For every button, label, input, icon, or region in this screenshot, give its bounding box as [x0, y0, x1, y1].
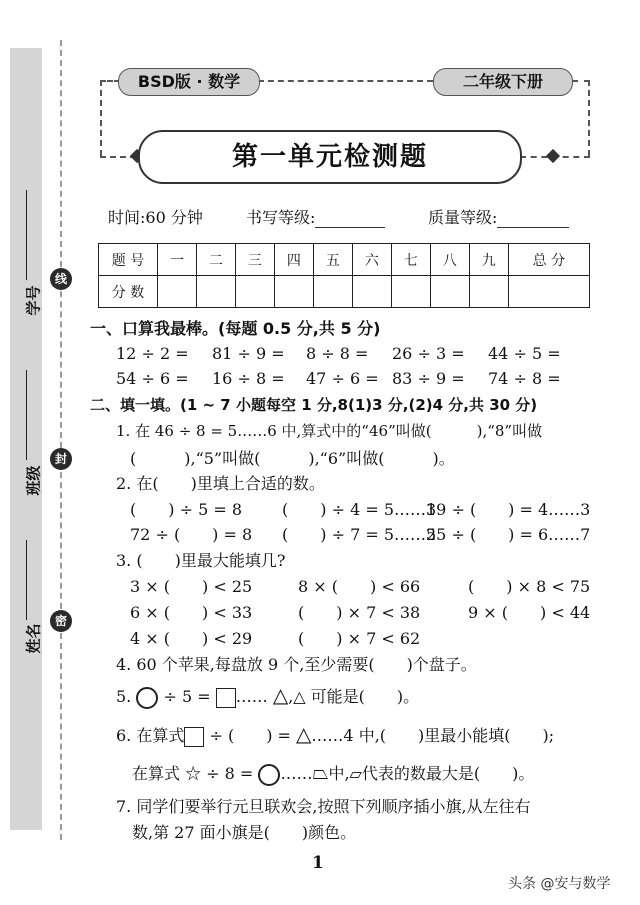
q3-item: ( ) × 7 < 38	[298, 603, 421, 622]
calc-item: 16 ÷ 8 =	[212, 369, 285, 388]
q5-prefix: 5.	[116, 687, 132, 706]
diamond-right-icon	[546, 149, 560, 163]
q1-line2: ( ),“5”叫做( ),“6”叫做( )。	[130, 449, 455, 468]
score-table	[98, 243, 590, 308]
trapezoid-icon: ⏢	[312, 760, 329, 784]
q2-item: 72 ÷ ( ) = 8	[130, 525, 253, 544]
binding-dash-line	[60, 40, 62, 840]
q7-line2: 数,第 27 面小旗是( )颜色。	[132, 823, 357, 842]
calc-item: 83 ÷ 9 =	[392, 369, 465, 388]
q5-dots: ……	[235, 687, 268, 706]
table-score-row	[99, 276, 590, 308]
table-cell: 九	[469, 244, 508, 276]
q3-item: 9 × ( ) < 44	[468, 603, 591, 622]
table-cell: 一	[158, 244, 197, 276]
watermark: 头条 @安与数学	[508, 876, 611, 892]
quality-grade-label: 质量等级:	[428, 208, 498, 227]
seal-line-marker: 线	[50, 268, 72, 290]
seal-seal-marker: 封	[50, 448, 72, 470]
q3-item: 3 × ( ) < 25	[130, 577, 253, 596]
calc-item: 8 ÷ 8 =	[306, 344, 369, 363]
square-icon	[216, 688, 236, 708]
writing-grade-label: 书写等级:	[246, 208, 316, 227]
score-input-cell[interactable]	[469, 276, 508, 308]
q6b-end: 中,▱代表的数最大是( )。	[328, 764, 535, 783]
section2-heading: 二、填一填。(1 ~ 7 小题每空 1 分,8(1)3 分,(2)4 分,共 30 分)	[90, 396, 538, 414]
q6b-mid: ……	[280, 764, 313, 783]
class-line	[26, 370, 27, 460]
calc-item: 26 ÷ 3 =	[392, 344, 465, 363]
q3-heading: 3. ( )里最大能填几?	[116, 551, 286, 570]
q1-line1: 1. 在 46 ÷ 8 = 5……6 中,算式中的“46”叫做( ),“8”叫做	[116, 422, 543, 440]
frame-top-middle	[258, 80, 433, 82]
q2-heading: 2. 在( )里填上合适的数。	[116, 474, 325, 493]
q4-text: 4. 60 个苹果,每盘放 9 个,至少需要( )个盘子。	[116, 655, 477, 674]
q3-item: 8 × ( ) < 66	[298, 577, 421, 596]
table-cell: 二	[196, 244, 235, 276]
q2-item: 19 ÷ ( ) = 4……3	[426, 500, 591, 519]
score-input-cell[interactable]	[313, 276, 352, 308]
calc-item: 81 ÷ 9 =	[212, 344, 285, 363]
grade-badge: 二年级下册	[433, 68, 573, 96]
q3-item: 4 × ( ) < 29	[130, 629, 253, 648]
table-cell: 四	[274, 244, 313, 276]
calc-item: 44 ÷ 5 =	[488, 344, 561, 363]
writing-grade-blank[interactable]	[315, 213, 385, 228]
square-icon	[184, 727, 204, 747]
triangle-icon: △	[296, 722, 312, 746]
q5-line	[116, 683, 419, 709]
student-id-label: 学号	[24, 285, 43, 316]
student-id-line	[26, 190, 27, 280]
q5-mid: ÷ 5 =	[163, 687, 211, 706]
score-input-cell[interactable]	[430, 276, 469, 308]
q2-item: 55 ÷ ( ) = 6……7	[426, 525, 591, 544]
q6-line2	[132, 760, 534, 786]
table-cell: 七	[391, 244, 430, 276]
table-cell: 分 数	[99, 276, 158, 308]
score-input-cell[interactable]	[274, 276, 313, 308]
section1-heading: 一、口算我最棒。(每题 0.5 分,共 5 分)	[90, 319, 381, 338]
frame-right	[588, 80, 590, 156]
q6b-prefix: 在算式 ☆ ÷ 8 =	[132, 764, 254, 783]
q5-end: ,△ 可能是( )。	[288, 687, 420, 706]
name-label: 姓名	[24, 623, 43, 654]
score-input-cell[interactable]	[391, 276, 430, 308]
class-label: 班级	[24, 465, 43, 496]
quality-grade-blank[interactable]	[497, 213, 569, 228]
table-cell: 八	[430, 244, 469, 276]
score-input-cell[interactable]	[508, 276, 589, 308]
table-cell: 总 分	[508, 244, 589, 276]
calc-item: 47 ÷ 6 =	[306, 369, 379, 388]
q3-item: ( ) × 7 < 62	[298, 629, 421, 648]
q2-item: ( ) ÷ 7 = 5……2	[282, 525, 437, 544]
score-input-cell[interactable]	[352, 276, 391, 308]
score-input-cell[interactable]	[235, 276, 274, 308]
time-label: 时间:60 分钟	[108, 208, 203, 227]
q3-item: ( ) × 8 < 75	[468, 577, 591, 596]
calc-item: 12 ÷ 2 =	[116, 344, 189, 363]
q7-line1: 7. 同学们要举行元旦联欢会,按照下列顺序插小旗,从左往右	[116, 797, 531, 816]
table-cell: 五	[313, 244, 352, 276]
q2-item: ( ) ÷ 5 = 8	[130, 500, 243, 519]
q6-prefix: 6. 在算式	[116, 726, 185, 745]
seal-secret-marker: 密	[50, 610, 72, 632]
circle-icon	[258, 764, 280, 786]
calc-item: 74 ÷ 8 =	[488, 369, 561, 388]
circle-icon	[136, 687, 158, 709]
name-line	[26, 540, 27, 620]
table-cell: 题 号	[99, 244, 158, 276]
edition-badge: BSD版 · 数学	[118, 68, 260, 96]
frame-top-left	[100, 80, 120, 82]
triangle-icon: △	[272, 683, 289, 707]
frame-left	[100, 80, 102, 156]
writing-grade	[246, 205, 385, 228]
table-cell: 三	[235, 244, 274, 276]
calc-item: 54 ÷ 6 =	[116, 369, 189, 388]
quality-grade	[428, 205, 569, 228]
q6-line1	[116, 722, 554, 747]
table-header-row	[99, 244, 590, 276]
q6-mid: ÷ ( ) =	[209, 726, 291, 745]
score-input-cell[interactable]	[158, 276, 197, 308]
page-title: 第一单元检测题	[138, 130, 522, 184]
score-input-cell[interactable]	[196, 276, 235, 308]
q3-item: 6 × ( ) < 33	[130, 603, 253, 622]
table-cell: 六	[352, 244, 391, 276]
q6-end: ……4 中,( )里最小能填( );	[311, 726, 555, 745]
q2-item: ( ) ÷ 4 = 5……3	[282, 500, 437, 519]
page-number: 1	[312, 853, 324, 873]
